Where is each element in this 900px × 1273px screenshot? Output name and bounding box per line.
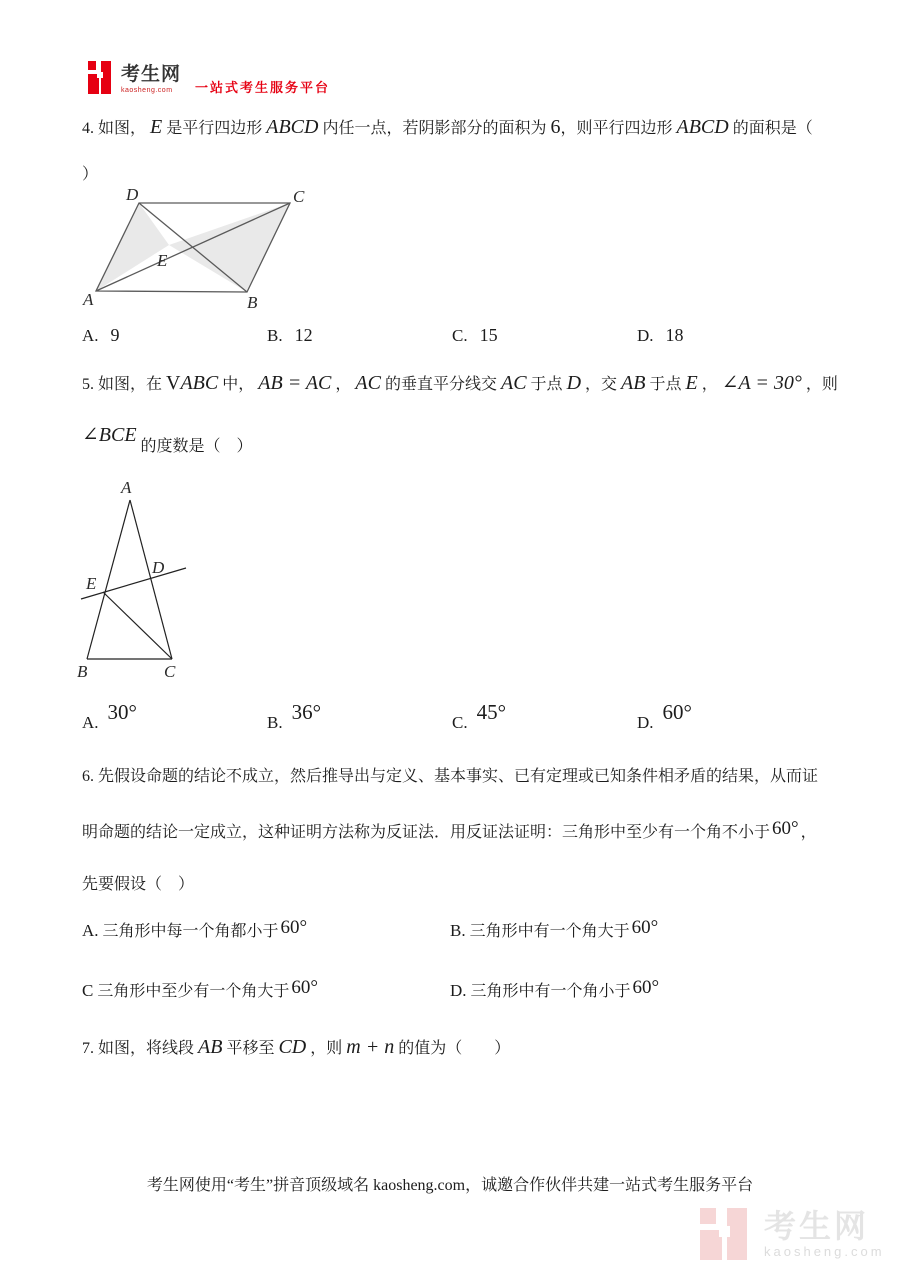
q4-option-d [637,320,822,354]
footer-slogan: 考生网使用“考生”拼音顶级域名 kaosheng.com，诚邀合作伙伴共建一站式考生服务平台 [146,1177,754,1194]
q4-option-b [267,320,452,354]
vertex-label-c: C [164,662,176,681]
q6-options-row1 [82,916,818,950]
option-letter: C. [452,326,468,345]
text-run: ，则平行四边形 [560,120,673,137]
option-letter: B. [450,921,466,940]
text-run: ， [701,376,718,393]
point-label-e: E [86,574,97,593]
option-letter: B. [267,326,283,345]
q6-stem-line3 [82,870,194,900]
kaosheng-watermark-icon [700,1206,754,1262]
q4-option-a [82,320,267,354]
q4-stem-line1 [82,112,813,142]
logo-text-block [121,64,181,95]
option-text: 三角形中有一个角大于 [469,923,630,940]
vertex-label-a: A [83,290,94,309]
vertex-label-a: A [121,478,132,497]
text-run: 于点 [530,376,563,393]
option-text: 三角形中有一个角小于 [470,983,631,1000]
q6-option-d [450,976,818,1010]
q6-stem-line2 [82,817,817,847]
watermark-domain: kaosheng.com [764,1244,885,1259]
math-run: m + n [346,1036,395,1058]
option-letter: A. [82,326,99,345]
option-letter: D. [637,713,654,732]
text-run: 内任一点，若阴影部分的面积为 [322,120,547,137]
math-run: E [685,372,698,394]
text-run: ，则 [310,1040,343,1057]
point-label-e: E [157,251,168,270]
text-run: 4. 如图， [82,120,147,137]
q6-option-b [450,916,818,950]
watermark-site-name: 考生网 [764,1208,870,1244]
text-run: 中， [222,376,255,393]
option-letter: D. [450,981,467,1000]
text-run: 明命题的结论一定成立，这种证明方法称为反证法．用反证法证明：三角形中至少有一个角不小于 [82,824,771,841]
option-letter: A. [82,921,99,940]
text-run: ， [335,376,352,393]
q5-option-d [637,700,822,740]
vertex-label-b: B [77,662,88,681]
option-letter: C. [452,713,468,732]
option-letter: C [82,981,94,1000]
math-run: ∠A = 30° [721,372,802,394]
q6-options-row2 [82,976,818,1010]
q5-options-row [82,700,822,740]
text-run: 7. 如图，将线段 [82,1040,195,1057]
option-value: 18 [665,325,684,345]
text-run: ，交 [585,376,618,393]
text-run: ） [82,166,99,183]
text-run: 6. 先假设命题的结论不成立，然后推导出与定义、基本事实、已有定理或已知条件相矛盾的结果，从而证 [82,768,819,785]
text-run: 5. 如图，在 [82,376,163,393]
math-run: ABCD [266,116,319,138]
vertex-label-c: C [293,187,305,206]
side-a-c [130,500,172,659]
text-run: ，则 [805,376,838,393]
math-run: AC [500,372,527,394]
math-run: V [166,372,181,394]
vertex-label-d: D [126,186,139,204]
text-run: 的度数是（ ） [140,438,253,455]
option-value: 45° [476,700,506,724]
option-math: 60° [631,917,659,938]
kaosheng-logo-icon [88,60,115,98]
option-letter: B. [267,713,283,732]
text-run: 是平行四边形 [166,120,263,137]
q5-option-b [267,700,452,740]
text-run: 先要假设（ ） [82,876,195,893]
shaded-triangle-ecb [169,203,290,292]
logo-site-name: 考生网 [121,63,182,85]
text-run: 的值为（ ） [398,1040,511,1057]
q5-stem-line1 [82,368,838,398]
option-math: 60° [632,977,660,998]
option-value: 12 [294,325,313,345]
text-run: 的垂直平分线交 [384,376,497,393]
q6-option-c [82,976,450,1010]
q7-stem-line1 [82,1032,510,1062]
option-value: 15 [479,325,498,345]
text-run: 平移至 [226,1040,275,1057]
option-value: 36° [291,700,321,724]
option-letter: A. [82,713,99,732]
vertex-label-b: B [247,293,258,312]
text-run: 于点 [649,376,682,393]
math-run: AB [621,372,646,394]
perpendicular-bisector-line [81,568,186,599]
option-math: 60° [280,917,308,938]
logo-domain: kaosheng.com [121,86,173,94]
math-run: ∠BCE [82,424,137,446]
option-letter: D. [637,326,654,345]
math-run: CD [278,1036,307,1058]
option-math: 60° [291,977,318,998]
math-run: AB [198,1036,223,1058]
math-run: E [150,116,163,138]
math-run: D [566,372,582,394]
math-run: ABCD [676,116,729,138]
text-run: 的面积是（ [732,120,813,137]
q4-options-row [82,320,822,354]
option-text: 三角形中每一个角都小于 [102,923,279,940]
math-run: AB = AC [258,372,332,394]
point-label-d: D [152,558,165,577]
q4-figure-parallelogram [82,186,326,316]
math-run: AC [355,372,381,394]
math-run: ABC [180,372,219,394]
math-run: 6 [550,116,561,138]
q5-stem-line2 [82,424,253,460]
q5-figure-triangle [62,478,297,696]
option-value: 60° [662,700,692,724]
logo-tagline: 一站式考生服务平台 [195,79,331,95]
text-run: ， [800,824,817,841]
option-value: 9 [110,325,120,345]
option-value: 30° [107,700,137,724]
watermark-logo [700,1206,885,1262]
watermark-text-block [764,1208,885,1260]
option-text: 三角形中至少有一个角大于 [97,983,290,1000]
segment-e-c [103,592,172,659]
q6-stem-line1 [82,762,818,792]
q4-option-c [452,320,637,354]
q5-option-c [452,700,637,740]
q6-option-a [82,916,450,950]
math-run: 60° [772,818,799,839]
site-header-logo [88,58,330,100]
q5-option-a [82,700,267,740]
